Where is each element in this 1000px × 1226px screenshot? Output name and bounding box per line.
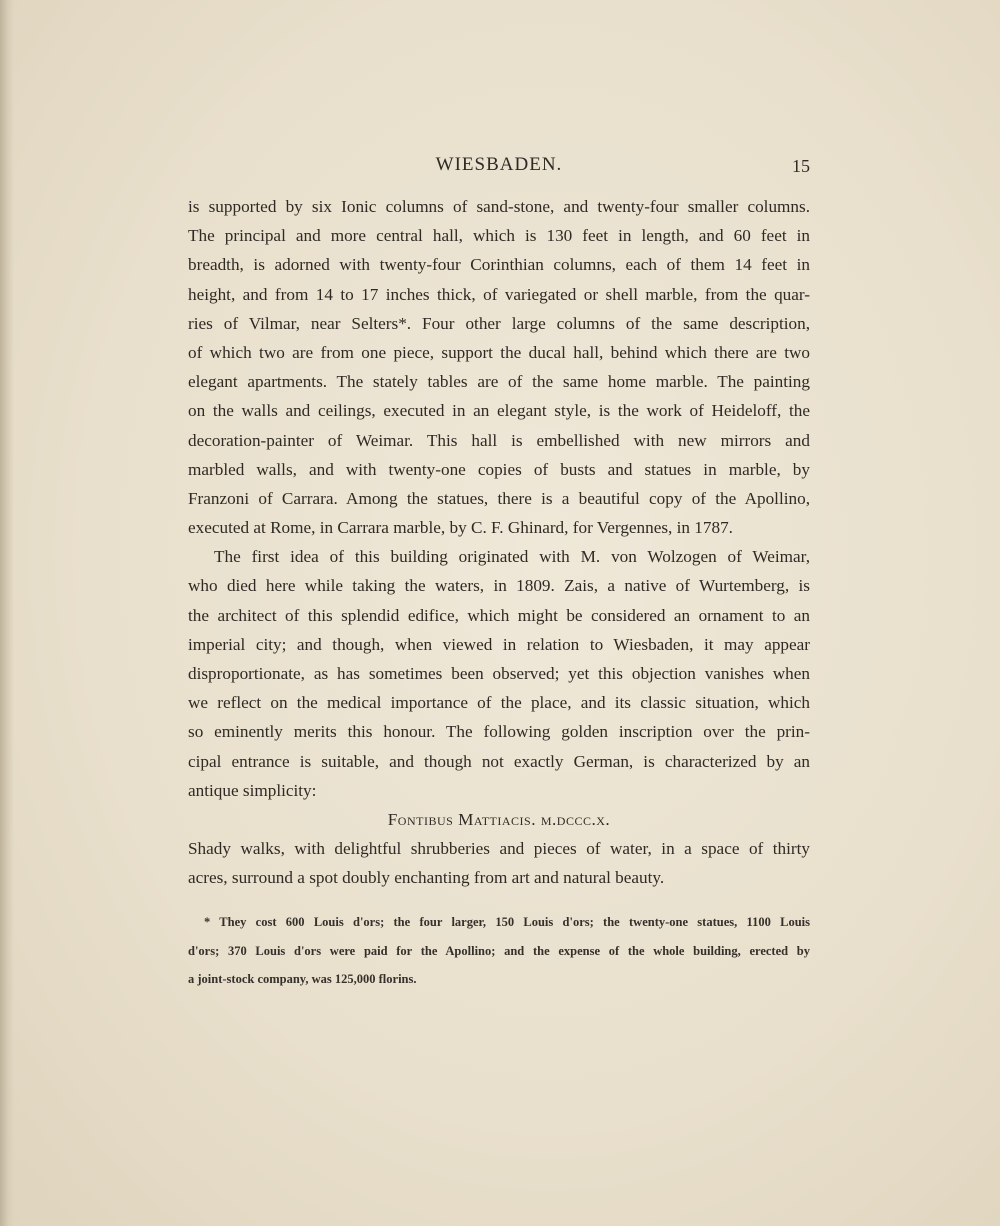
text-line: disproportionate, as has sometimes been observed; yet this objection vanishes when — [188, 664, 810, 683]
running-title: WIESBADEN. — [435, 154, 563, 175]
text-line: so eminently merits this honour. The following golden inscription over the prin- — [188, 722, 810, 742]
footnote — [188, 908, 810, 994]
paragraph-start-line: The first idea of this building originated with M. von Wolzogen of Weimar, — [214, 547, 810, 567]
text-line: marbled walls, and with twenty-one copies of busts and statues in marble, by — [188, 459, 810, 479]
page-header — [188, 150, 810, 180]
footnote-line: d'ors; 370 Louis d'ors were paid for the Apollino; and the expense of the whole building, erected by — [188, 943, 810, 958]
page-gutter — [0, 0, 14, 1226]
text-line: on the walls and ceilings, executed in an elegant style, is the work of Heideloff, the — [188, 401, 810, 421]
text-line: we reflect on the medical importance of the place, and its classic situation, which — [188, 693, 810, 713]
text-line: Franzoni of Carrara. Among the statues, there is a beautiful copy of the Apollino, — [188, 488, 810, 508]
text-line: decoration-painter of Weimar. This hall is embellished with new mirrors and — [188, 430, 810, 450]
text-line: the architect of this splendid edifice, which might be considered an ornament to an — [188, 605, 810, 625]
text-line: height, and from 14 to 17 inches thick, of variegated or shell marble, from the quar- — [188, 284, 810, 304]
page-number: 15 — [792, 156, 810, 176]
text-line: elegant apartments. The stately tables are of the same home marble. The painting — [188, 372, 810, 392]
text-line: acres, surround a spot doubly enchanting from art and natural beauty. — [188, 868, 665, 888]
text-line: breadth, is adorned with twenty-four Corinthian columns, each of them 14 feet in — [188, 255, 810, 275]
text-line: antique simplicity: — [188, 780, 317, 800]
text-line: executed at Rome, in Carrara marble, by C. F. Ghinard, for Vergennes, in 1787. — [188, 518, 733, 538]
text-line: imperial city; and though, when viewed in relation to Wiesbaden, it may appear — [188, 634, 810, 654]
inscription: Fontibus Mattiacis. m.dccc.x. — [387, 809, 611, 829]
text-line: who died here while taking the waters, in 1809. Zais, a native of Wurtemberg, is — [188, 576, 810, 596]
text-line: is supported by six Ionic columns of sand-stone, and twenty-four smaller columns. — [188, 197, 810, 216]
footnote-line: * They cost 600 Louis d'ors; the four larger, 150 Louis d'ors; the twenty-one statues, 1100 Louis — [204, 915, 810, 929]
text-line: ries of Vilmar, near Selters*. Four other large columns of the same description, — [188, 313, 810, 333]
text-line: Shady walks, with delightful shrubberies and pieces of water, in a space of thirty — [188, 839, 810, 859]
body-text — [188, 192, 810, 893]
text-line: cipal entrance is suitable, and though not exactly German, is characterized by an — [188, 751, 810, 771]
text-line: of which two are from one piece, support the ducal hall, behind which there are two — [188, 342, 810, 362]
text-line: The principal and more central hall, which is 130 feet in length, and 60 feet in — [188, 226, 810, 246]
footnote-line: a joint-stock company, was 125,000 florins. — [188, 972, 417, 986]
